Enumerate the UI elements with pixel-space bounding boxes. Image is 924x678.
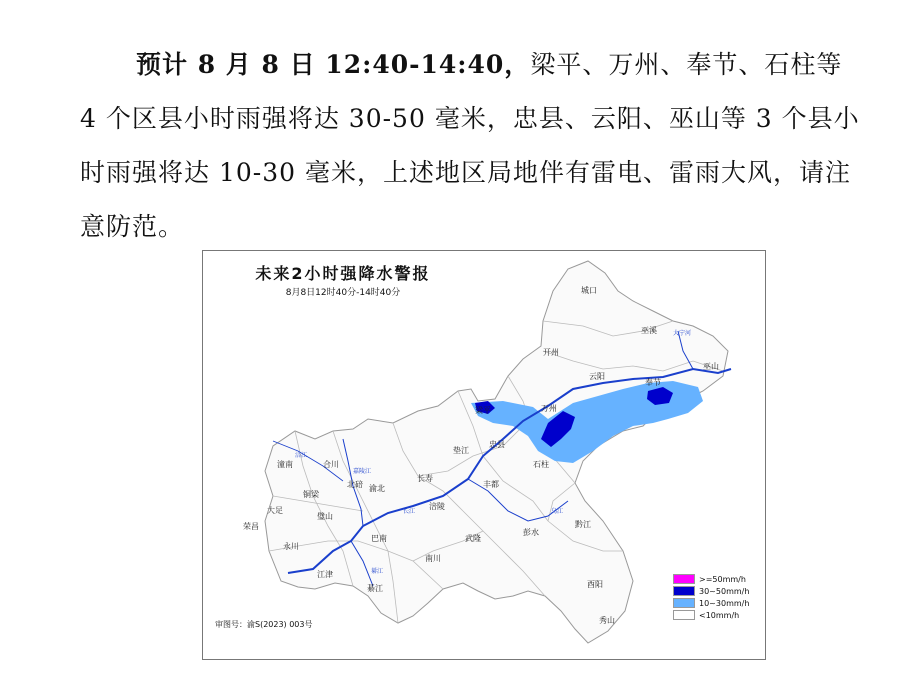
label-jiangjin: 江津 (317, 570, 333, 579)
label-tongnan: 潼南 (277, 460, 293, 469)
label-fuling: 涪陵 (429, 502, 445, 511)
label-qijiang: 綦江 (367, 584, 383, 593)
label-hechuan: 合川 (323, 460, 339, 469)
label-changshou: 长寿 (417, 474, 433, 483)
label-banan: 巴南 (371, 534, 387, 543)
rainfall-warning-map (202, 250, 766, 660)
label-kaizhou: 开州 (543, 348, 559, 357)
legend-row (673, 585, 749, 597)
label-beibei: 北碚 (347, 480, 363, 489)
legend-label: 30~50mm/h (699, 586, 750, 596)
label-fengjie: 奉节 (645, 378, 661, 387)
legend (673, 573, 749, 621)
label-jialing: 嘉陵江 (353, 468, 372, 475)
legend-swatch (673, 574, 695, 584)
label-tongliang: 铜梁 (303, 490, 319, 499)
legend-row (673, 573, 749, 585)
legend-swatch (673, 598, 695, 608)
label-xiushan: 秀山 (599, 616, 615, 625)
label-chengkou: 城口 (581, 286, 597, 295)
label-yubei: 渝北 (369, 484, 385, 493)
map-subtitle: 8月8日12时40分-14时40分 (285, 288, 401, 298)
legend-label: <10mm/h (699, 610, 740, 620)
label-wulong: 武隆 (465, 534, 481, 543)
legend-label: >=50mm/h (699, 574, 746, 584)
label-daning: 大宁河 (673, 330, 692, 337)
legend-swatch (673, 586, 695, 596)
label-dianjiang: 垫江 (453, 446, 469, 455)
label-bishan: 璧山 (317, 512, 333, 521)
region-outline (265, 261, 728, 643)
label-qianjiang: 黔江 (575, 520, 591, 529)
label-yangtze: 长江 (403, 508, 416, 515)
legend-row (673, 609, 749, 621)
label-pengshui: 彭水 (523, 528, 539, 537)
legend-label: 10~30mm/h (699, 598, 750, 608)
warning-paragraph (80, 38, 860, 254)
label-nanchuan: 南川 (425, 554, 441, 563)
label-shizhu: 石柱 (533, 460, 549, 469)
map-title: 未来2小时强降水警报 (255, 264, 431, 283)
map-review-number: 审图号：渝S(2023) 003号 (215, 620, 313, 629)
label-zhongxian: 忠县 (489, 440, 505, 449)
label-fujiang: 涪江 (295, 452, 308, 459)
label-yongchuan: 永川 (283, 542, 299, 551)
label-wanzhou: 万州 (541, 404, 557, 413)
label-yunyang: 云阳 (589, 372, 605, 381)
label-liangping: 梁平 (475, 406, 491, 415)
label-wuxi: 巫溪 (641, 326, 657, 335)
label-wujiang: 乌江 (551, 508, 564, 515)
label-youyang: 酉阳 (587, 580, 603, 589)
label-fengdu: 丰都 (483, 480, 499, 489)
forecast-text: 梁平、万州、奉节、石柱等 4 个区县小时雨强将达 30-50 毫米，忠县、云阳、巫山等 3 个县小时雨强将达 10-30 毫米，上述地区局地伴有雷电、雷雨大风，请注意防范。 (80, 50, 860, 241)
label-qijiang-river: 綦江 (371, 568, 384, 575)
label-dazu: 大足 (267, 506, 283, 515)
legend-swatch (673, 610, 695, 620)
legend-row (673, 597, 749, 609)
label-wushan: 巫山 (703, 362, 719, 371)
forecast-time: 预计 8 月 8 日 12:40-14:40， (136, 50, 531, 79)
label-rongchang: 荣昌 (243, 522, 259, 531)
